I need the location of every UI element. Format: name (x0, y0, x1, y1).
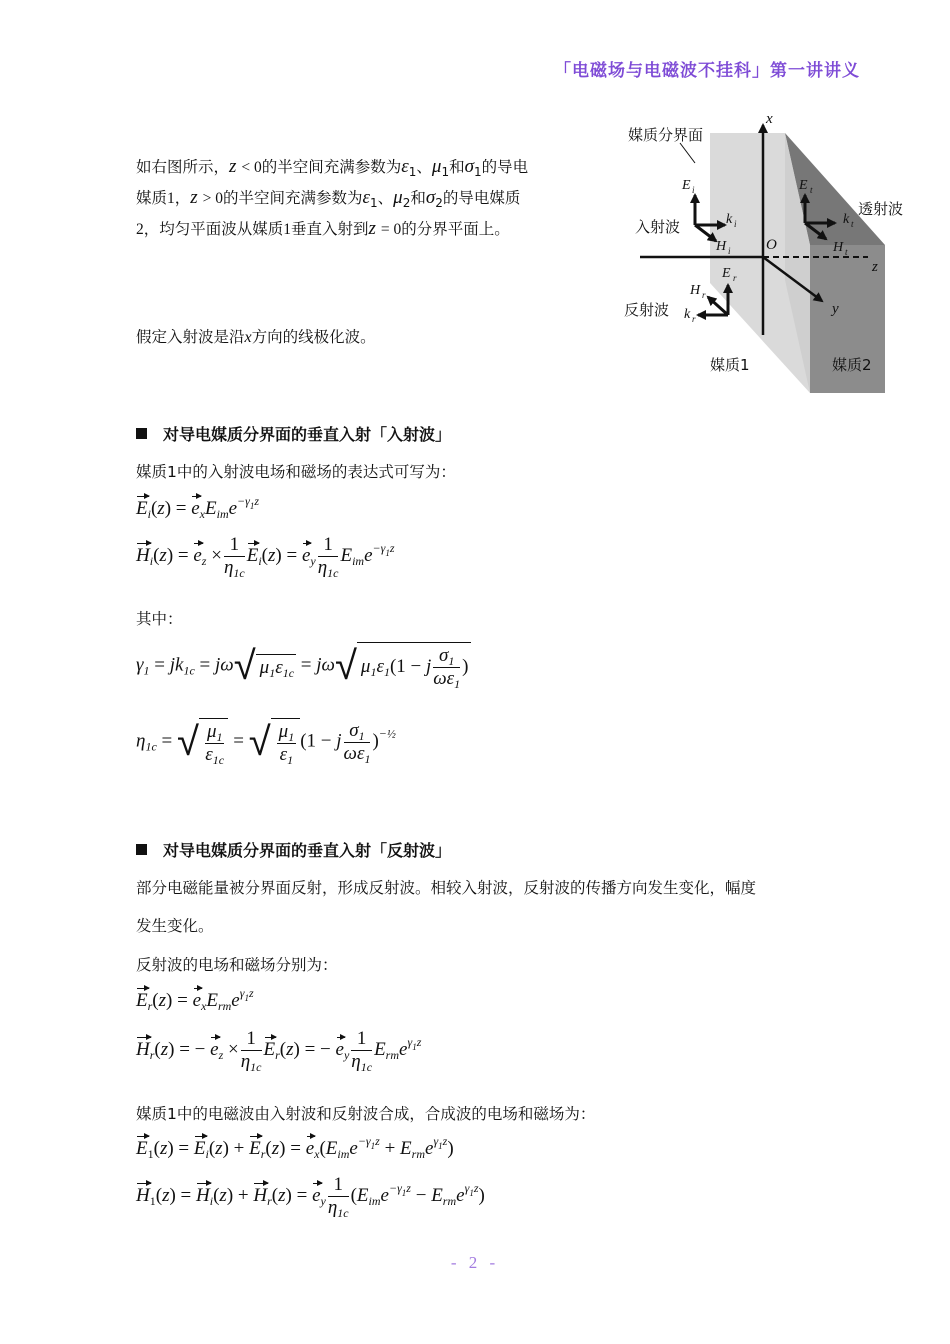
intro-line-2: 媒质1，z > 0的半空间充满参数为$\varepsilon_1$、$\mu_2$和$\sigma_2$的导电媒质 (136, 187, 521, 210)
svg-text:k: k (684, 307, 691, 322)
eq-reflected-H: $H_r(z)$ = − $e_z$ × $\frac{1}{\eta_{1c}}$ $E_r(z)$ = − $e_y$ $\frac{1}{\eta_{1c}}$ $E_{rm}e^{\gamma_1z}$ (136, 1028, 422, 1074)
section-reflected-desc-1: 部分电磁能量被分界面反射，形成反射波。相较入射波，反射波的传播方向发生变化，幅度 (136, 879, 757, 897)
y-axis-label: y (832, 301, 839, 317)
where-label: 其中： (136, 610, 183, 628)
svg-text:i: i (692, 185, 695, 195)
svg-text:H: H (833, 240, 844, 255)
document-header: 「电磁场与电磁波不挂科」第一讲讲义 (554, 61, 860, 81)
svg-text:E: E (799, 178, 808, 193)
section-reflected-desc-2: 发生变化。 (136, 917, 214, 935)
eq-total-E: $E_1(z) = E_i(z) + E_r(z) = e_x(E_{im}e^{-\gamma_1z} + E_{rm}e^{\gamma_1z})$ (136, 1134, 454, 1161)
reflected-fields-intro: 反射波的电场和磁场分别为： (136, 956, 338, 974)
page-number: - 2 - (450, 1253, 500, 1272)
incident-wave-label: 入射波 (635, 218, 681, 236)
svg-text:H: H (716, 239, 727, 254)
svg-text:i: i (728, 246, 731, 256)
svg-text:k: k (843, 212, 850, 227)
svg-text:E: E (722, 266, 731, 281)
interface-diagram (600, 105, 920, 405)
total-field-intro: 媒质1中的电磁波由入射波和反射波合成，合成波的电场和磁场为： (136, 1105, 596, 1123)
interface-label: 媒质分界面 (628, 126, 704, 144)
medium2-label: 媒质2 (832, 356, 872, 374)
svg-text:r: r (692, 314, 696, 324)
intro-paragraph (136, 152, 606, 245)
x-axis-label: x (766, 111, 773, 127)
svg-text:i: i (734, 219, 737, 229)
assumption-text: 假定入射波是沿x方向的线极化波。 (136, 328, 376, 346)
eq-gamma: $\gamma_1 = jk_{1c} = j\omega√$ $\mu_1\varepsilon_{1c} = j\omega√$ $\mu_1\varepsilon_1(1 - j$ $\frac{\sigma_1}{\omega\varepsilon_1}$ ) (136, 643, 469, 691)
eq-eta: $\eta_{1c}$ = √ $\frac{\mu_1}{\varepsilon_{1c}}$ = √ $\frac{\mu_1}{\varepsilon_1}$ (1 − j $\frac{\sigma_1}{\omega\varepsilon_1}$ )$^{-\frac{1}{2}}$ (136, 719, 396, 767)
transmitted-wave-label: 透射波 (858, 200, 904, 218)
intro-line-3: 2，均匀平面波从媒质1垂直入射到z = 0的分界平面上。 (136, 218, 510, 239)
section-reflected-title: 对导电媒质分界面的垂直入射「反射波」 (136, 838, 451, 861)
svg-text:k: k (726, 212, 733, 227)
svg-text:t: t (810, 185, 813, 195)
svg-text:r: r (733, 273, 737, 283)
eq-total-H: $H_1(z) = H_i(z) + H_r(z) = e_y$ $\frac{1}{\eta_{1c}}$ $(E_{im}e^{-\gamma_1z} - E_{rm}e^{\gamma_1z})$ (136, 1174, 485, 1220)
section-incident-desc: 媒质1中的入射波电场和磁场的表达式可写为： (136, 463, 456, 481)
svg-text:H: H (690, 283, 701, 298)
reflected-wave-label: 反射波 (624, 301, 670, 319)
svg-text:E: E (682, 178, 691, 193)
svg-text:r: r (702, 290, 706, 300)
z-axis-label: z (872, 259, 878, 275)
svg-text:t: t (845, 247, 848, 257)
section-incident-title: 对导电媒质分界面的垂直入射「入射波」 (136, 422, 451, 445)
eq-incident-E: $E_i(z) = e_xE_{im}e^{-\gamma_1z}$ (136, 494, 260, 521)
intro-line-1: 如右图所示，z < 0的半空间充满参数为$\varepsilon_1$、$\mu_1$和$\sigma_1$的导电 (136, 156, 529, 179)
medium1-label: 媒质1 (710, 356, 750, 374)
eq-incident-H: $H_i(z) = e_z$ × $\frac{1}{\eta_{1c}}$ $E_i(z) = e_y$ $\frac{1}{\eta_{1c}}$ $E_{im}e^{-\gamma_1z}$ (136, 534, 395, 580)
eq-reflected-E: $E_r(z) = e_xE_{rm}e^{\gamma_1z}$ (136, 986, 254, 1013)
origin-label: O (766, 237, 777, 253)
svg-text:t: t (851, 219, 854, 229)
